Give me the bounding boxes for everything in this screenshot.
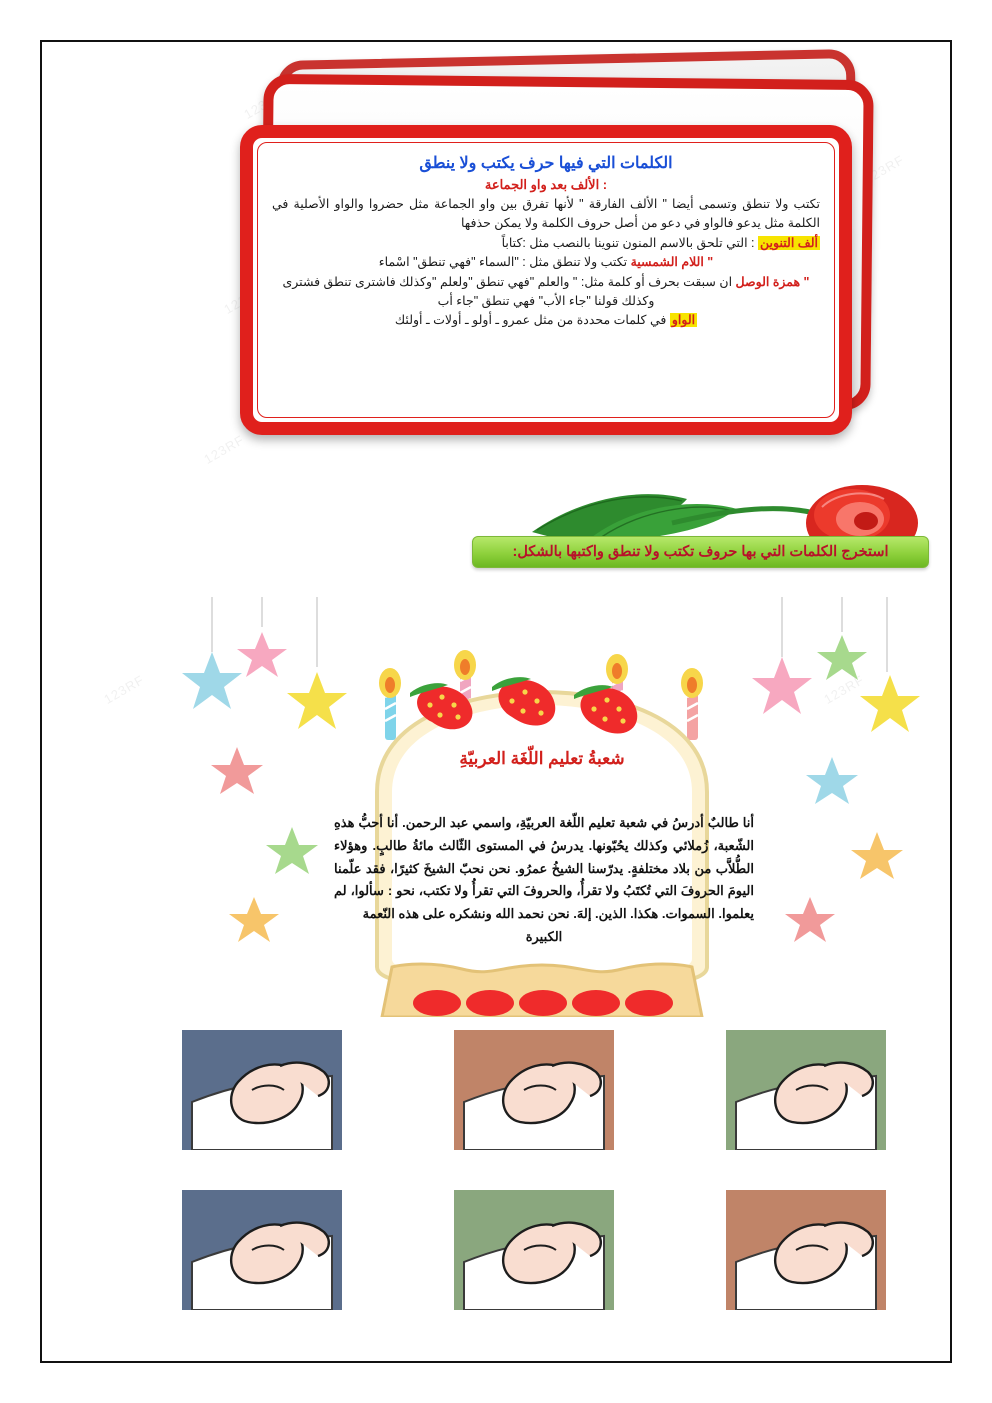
hand-writing-illustration-icon <box>454 1190 614 1310</box>
cake-paragraph <box>334 812 754 949</box>
lesson-card <box>222 47 882 527</box>
photo-6 <box>726 1190 886 1310</box>
cake-illustration <box>142 597 942 1017</box>
lesson-paragraph-5 <box>272 311 820 330</box>
tag-hamzat-wasl: " همزة الوصل <box>735 274 810 289</box>
photo-3 <box>726 1030 886 1150</box>
photo-4 <box>182 1190 342 1310</box>
lesson-title: الكلمات التي فيها حرف يكتب ولا ينطق <box>419 155 673 172</box>
watermark: 123RF <box>201 431 247 468</box>
lesson-paragraph-2 <box>272 234 820 253</box>
cake-title: شعبةُ تعليم اللّغَة العربيّةِ <box>459 749 625 768</box>
instruction-banner <box>472 536 929 568</box>
hand-writing-illustration-icon <box>182 1030 342 1150</box>
cake-paragraph-last-line: الكبيرة <box>525 928 563 944</box>
lesson-paragraph-1: تكتب ولا تنطق وتسمى أيضا " الألف الفارقة " لأنها تفرق بين واو الجماعة مثل حضروا والواو الأصلية في الكلمة مثل يدعو فالواو في دعو من أصل حروف الكلمة ولا يمكن حذفها <box>272 197 820 231</box>
rose-decoration-icon <box>522 437 922 547</box>
watermark: 123RF <box>861 151 907 188</box>
photo-grid <box>182 1030 902 1330</box>
lesson-paragraph-4 <box>272 273 820 312</box>
card-content <box>257 142 835 418</box>
cake-graphic <box>142 597 942 1017</box>
hand-writing-illustration-icon <box>726 1030 886 1150</box>
watermark: 123RF <box>101 671 147 708</box>
lesson-paragraph-3 <box>272 253 820 272</box>
lesson-paragraph-5-text: في كلمات محددة من مثل عمرو ـ أولو ـ أولات ـ أولئك <box>394 313 667 328</box>
tag-lam-shamsiya: " اللام الشمسية <box>630 255 714 270</box>
lesson-paragraph-4-text: ان سبقت بحرف أو كلمة مثل: " والعلم "فهي تنطق "ولعلم "وكذلك فاشترى تنطق فشترى وكذلك قولنا "جاء الأب" فهي تنطق "جاء أب <box>282 274 733 308</box>
hand-writing-illustration-icon <box>454 1030 614 1150</box>
instruction-text: استخرج الكلمات التي بها حروف تكتب ولا تنطق واكتبها بالشكل: <box>512 544 889 560</box>
lesson-paragraph-2-text: : التي تلحق بالاسم المنون تنوينا بالنصب مثل :كتاباً <box>501 235 755 250</box>
lesson-subtitle: : الألف بعد واو الجماعة <box>484 177 608 192</box>
photo-5 <box>454 1190 614 1310</box>
tag-tanween: ألف التنوين <box>760 235 818 250</box>
watermark: 123RF <box>821 671 867 708</box>
document-page <box>40 40 952 1363</box>
lesson-paragraph-3-text: تكتب ولا تنطق مثل : "السماء "فهي تنطق" اسْماء <box>378 255 628 270</box>
photo-1 <box>182 1030 342 1150</box>
tag-waw: الواو <box>671 313 696 328</box>
card-front <box>240 125 852 435</box>
photo-2 <box>454 1030 614 1150</box>
hand-writing-illustration-icon <box>726 1190 886 1310</box>
cake-paragraph-text: أنا طالبٌ أدرسُ في شعبة تعليم اللّغة العربيّةِ، واسمي عبد الرحمن. أنا أحبُّ هذهِ الشّعبة، زُملائي وكذلك يحُبّونها. يدرسُ في المستوى الثّالث مائةُ طالبٍ. وهؤلاء الطُّلاَّب من بلاد مختلفةٍ. يدرّسنا الشيخُ عمرُو. نحن نحبّ الشيخَ كثيرًا، فقد علّمنا اليومَ الحروفَ التي تُكتَبُ ولا تقرأُ، والحروفَ التي تقرأُ ولا تكتب، نحو : سألوا، لم يعلموا. السموات. هكذا. الذين. إلهَ. نحن نحمد الله ونشكره على هذه النّعمة <box>334 815 754 921</box>
hand-writing-illustration-icon <box>182 1190 342 1310</box>
